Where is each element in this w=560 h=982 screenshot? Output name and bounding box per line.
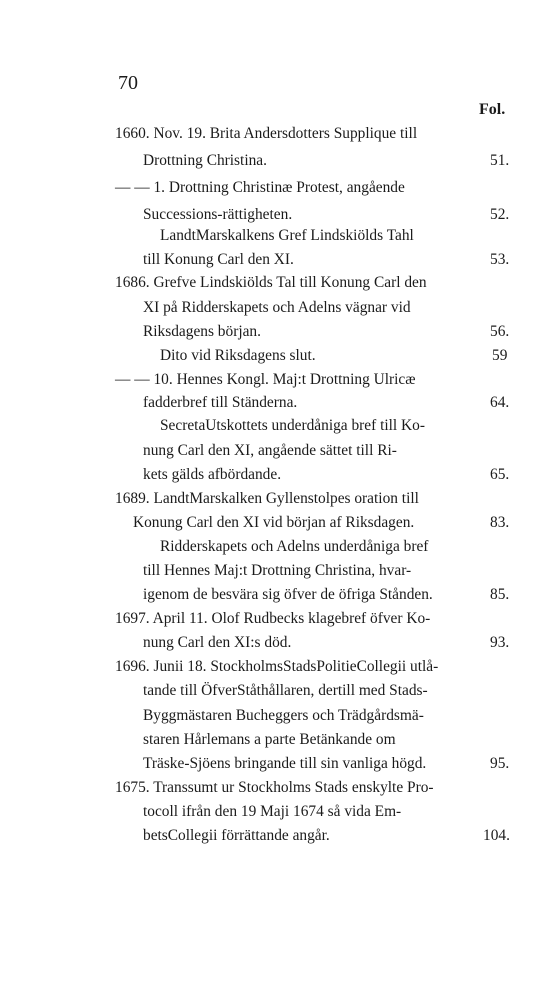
entry-line: staren Hårlemans a parte Betänkande om <box>143 731 396 748</box>
entry-line: betsCollegii förrättande angår. <box>143 827 330 844</box>
entry-line: Successions-rättigheten. <box>143 206 293 223</box>
entry-line: LandtMarskalkens Gref Lindskiölds Tahl <box>160 227 414 244</box>
entry-line: Ridderskapets och Adelns underdåniga bref <box>160 538 429 555</box>
entry-line: 1696. Junii 18. StockholmsStadsPolitieCollegii utlå- <box>115 658 439 675</box>
entry-line: tande till ÖfverStåthållaren, dertill med Stads- <box>143 682 428 699</box>
folio-number: 52. <box>490 206 510 223</box>
folio-number: 95. <box>490 755 510 772</box>
entry-line: SecretaUtskottets underdåniga bref till Ko- <box>160 417 425 434</box>
folio-number: 64. <box>490 394 510 411</box>
entry-line: Riksdagens början. <box>143 323 261 340</box>
folio-number: 56. <box>490 323 510 340</box>
entry-line: 1697. April 11. Olof Rudbecks klagebref öfver Ko- <box>115 610 431 627</box>
entry-line: nung Carl den XI:s död. <box>143 634 292 651</box>
entry-line: tocoll ifrån den 19 Maji 1674 så vida Em- <box>143 803 402 820</box>
entry-line: — — 1. Drottning Christinæ Protest, angående <box>115 179 405 196</box>
entry-line: Träske-Sjöens bringande till sin vanliga högd. <box>143 755 427 772</box>
folio-number: 93. <box>490 634 510 651</box>
entry-line: nung Carl den XI, angående sättet till Ri- <box>143 442 397 459</box>
entry-line: kets gälds afbördande. <box>143 466 282 483</box>
entry-line: 1660. Nov. 19. Brita Andersdotters Supplique till <box>115 125 418 142</box>
entry-line: till Hennes Maj:t Drottning Christina, hvar- <box>143 562 412 579</box>
folio-column-header: Fol. <box>479 101 506 118</box>
entry-line: Drottning Christina. <box>143 152 267 169</box>
entry-line: Konung Carl den XI vid början af Riksdagen. <box>133 514 415 531</box>
folio-number: 83. <box>490 514 510 531</box>
folio-number: 104. <box>483 827 510 844</box>
entry-line: — — 10. Hennes Kongl. Maj:t Drottning Ulricæ <box>115 371 416 388</box>
entry-line: 1686. Grefve Lindskiölds Tal till Konung Carl den <box>115 274 427 291</box>
entry-line: fadderbref till Ständerna. <box>143 394 298 411</box>
entry-line: till Konung Carl den XI. <box>143 251 294 268</box>
entry-line: 1675. Transsumt ur Stockholms Stads enskylte Pro- <box>115 779 434 796</box>
entry-line: Byggmästaren Bucheggers och Trädgårdsmä- <box>143 707 424 724</box>
folio-number: 53. <box>490 251 510 268</box>
entry-line: XI på Ridderskapets och Adelns vägnar vid <box>143 299 411 316</box>
folio-number: 51. <box>490 152 510 169</box>
page-number: 70 <box>118 72 138 94</box>
entry-line: 1689. LandtMarskalken Gyllenstolpes oration till <box>115 490 419 507</box>
folio-number: 59 <box>492 347 508 364</box>
entry-line: Dito vid Riksdagens slut. <box>160 347 316 364</box>
folio-number: 85. <box>490 586 510 603</box>
entry-line: igenom de besvära sig öfver de öfriga Stånden. <box>143 586 433 603</box>
folio-number: 65. <box>490 466 510 483</box>
